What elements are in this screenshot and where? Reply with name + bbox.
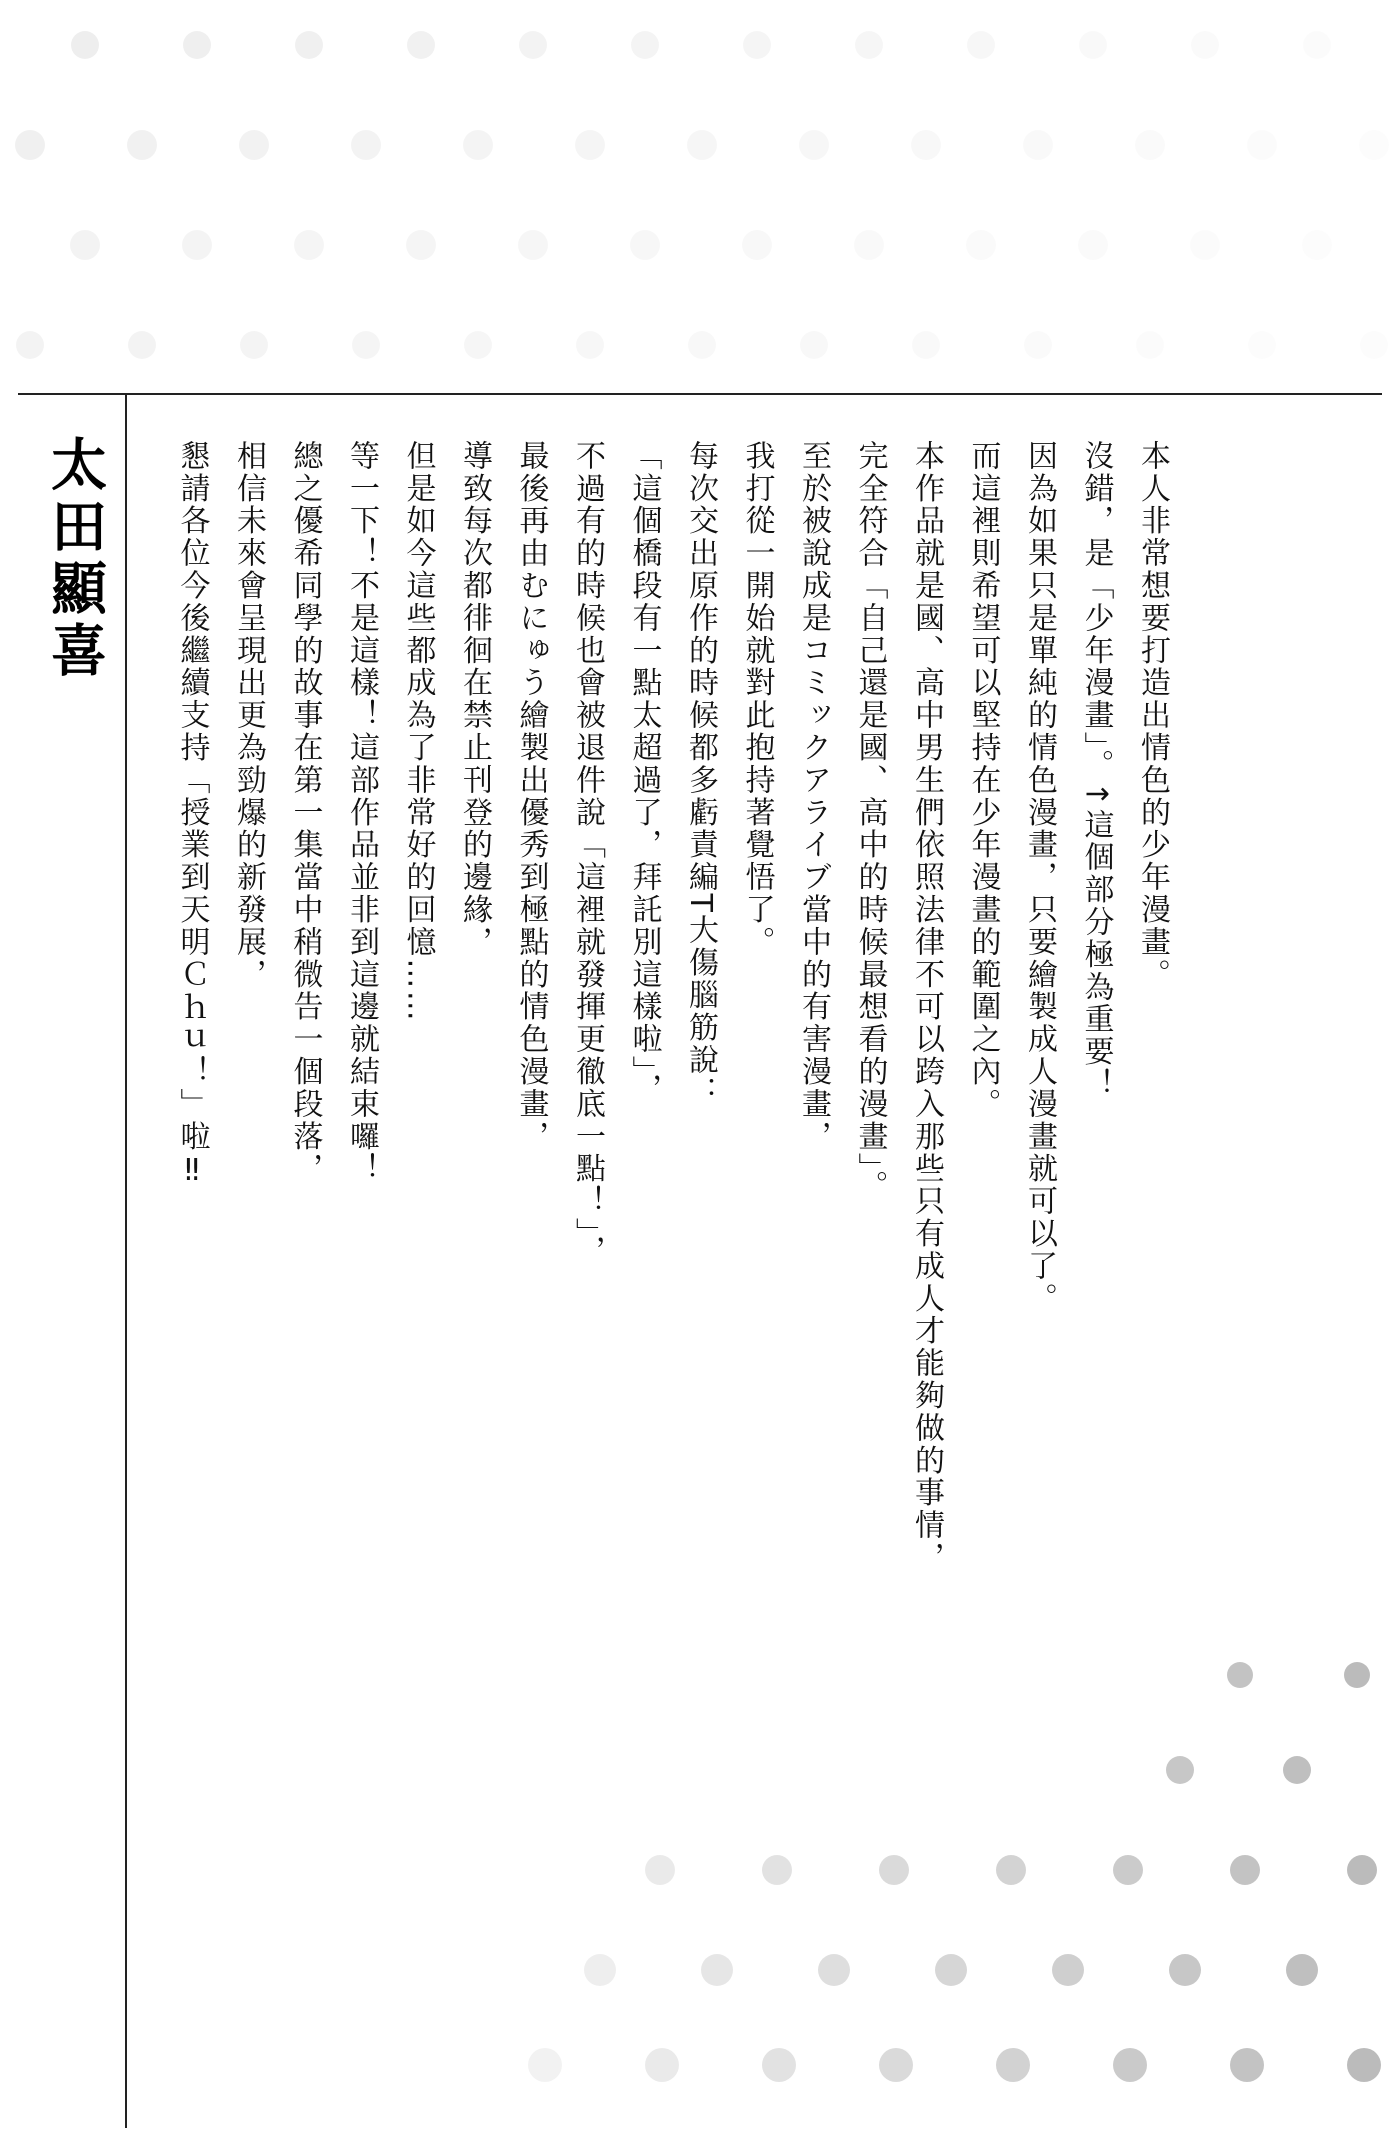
text-line: 總之優希同學的故事在第一集當中稍微告一個段落，	[287, 440, 323, 1186]
text-line: 但是如今這些都成為了非常好的回憶……	[400, 440, 436, 1024]
halftone-dot	[743, 31, 771, 59]
halftone-dot	[463, 130, 493, 160]
halftone-dot	[1360, 331, 1388, 359]
text-line: 而這裡則希望可以堅持在少年漫畫的範圍之內。	[965, 440, 1001, 1121]
text-line: 完全符合「自己還是國、高中的時候最想看的漫畫」。	[852, 440, 888, 1203]
halftone-dot	[911, 130, 941, 160]
halftone-dot	[1135, 130, 1165, 160]
halftone-dot	[854, 230, 884, 260]
halftone-dot	[1078, 230, 1108, 260]
halftone-dot	[294, 230, 324, 260]
halftone-dot	[295, 31, 323, 59]
halftone-dot	[1052, 1954, 1084, 1986]
halftone-dot	[584, 1954, 616, 1986]
halftone-dot	[742, 230, 772, 260]
text-line: 導致每次都徘徊在禁止刊登的邊緣，	[457, 440, 492, 959]
halftone-dot	[406, 230, 436, 260]
halftone-dot	[1230, 2048, 1264, 2082]
halftone-dot	[239, 130, 269, 160]
horizontal-divider	[18, 393, 1382, 395]
halftone-dot	[630, 230, 660, 260]
halftone-dot	[935, 1954, 967, 1986]
halftone-dot	[352, 331, 380, 359]
halftone-dot	[15, 130, 45, 160]
halftone-dot	[701, 1954, 733, 1986]
halftone-dot	[1136, 331, 1164, 359]
halftone-dot	[528, 2048, 562, 2082]
halftone-dot	[16, 331, 44, 359]
halftone-dot	[407, 31, 435, 59]
halftone-dot	[1359, 130, 1389, 160]
halftone-dot	[818, 1954, 850, 1986]
text-line: 不過有的時候也會被退件說「這裡就發揮更徹底一點！」，	[570, 440, 605, 1268]
text-line: 本人非常想要打造出情色的少年漫畫。	[1135, 440, 1170, 991]
halftone-dot	[1347, 1855, 1377, 1885]
halftone-dot	[1247, 130, 1277, 160]
halftone-dot	[1302, 230, 1332, 260]
halftone-dot	[518, 230, 548, 260]
halftone-dot	[127, 130, 157, 160]
halftone-dot	[1248, 331, 1276, 359]
halftone-dot	[576, 331, 604, 359]
halftone-dot	[688, 331, 716, 359]
halftone-dot	[966, 230, 996, 260]
text-line: 沒錯，是「少年漫畫」。↑這個部分極為重要！	[1078, 440, 1114, 1101]
afterword-text	[163, 440, 1180, 1940]
halftone-dot	[1023, 130, 1053, 160]
halftone-dot	[240, 331, 268, 359]
text-line: 相信未來會呈現出更為勁爆的新發展，	[231, 440, 266, 991]
text-line: 因為如果只是單純的情色漫畫，只要繪製成人漫畫就可以了。	[1022, 440, 1057, 1315]
halftone-dot	[1079, 31, 1107, 59]
text-line: 「這個橋段有一點太超過了，拜託別這樣啦」，	[626, 440, 662, 1106]
halftone-dot	[575, 130, 605, 160]
halftone-dot	[1169, 1954, 1201, 1986]
text-line: 我打從一開始就對此抱持著覺悟了。	[739, 440, 775, 959]
halftone-dot	[464, 331, 492, 359]
halftone-dot	[1024, 331, 1052, 359]
vertical-divider	[125, 393, 127, 2128]
text-line: 本作品就是國、高中男生們依照法律不可以跨入那些只有成人才能夠做的事情，	[909, 440, 944, 1574]
halftone-dot	[1190, 230, 1220, 260]
halftone-dot	[1286, 1954, 1318, 1986]
halftone-dot	[967, 31, 995, 59]
halftone-dot	[519, 31, 547, 59]
halftone-dot	[912, 331, 940, 359]
text-line: 等一下！不是這樣！這部作品並非到這邊就結束囉！	[344, 440, 379, 1186]
halftone-dot	[687, 130, 717, 160]
halftone-dot	[182, 230, 212, 260]
halftone-dot	[879, 2048, 913, 2082]
halftone-dot	[762, 2048, 796, 2082]
halftone-dot	[1344, 1662, 1370, 1688]
halftone-dot	[855, 31, 883, 59]
halftone-dot	[996, 2048, 1030, 2082]
halftone-dot	[71, 31, 99, 59]
halftone-dot	[183, 31, 211, 59]
text-line: 懇請各位今後繼續支持「授業到天明Ｃｈｕ！」啦‼	[174, 440, 210, 1191]
halftone-dot	[1227, 1662, 1253, 1688]
halftone-dot	[1283, 1756, 1311, 1784]
halftone-dot	[631, 31, 659, 59]
halftone-dot	[1191, 31, 1219, 59]
halftone-dot	[800, 331, 828, 359]
halftone-dot	[1113, 2048, 1147, 2082]
halftone-dot	[351, 130, 381, 160]
halftone-dot	[1347, 2048, 1381, 2082]
halftone-dot	[645, 2048, 679, 2082]
text-line: 至於被說成是コミックアライブ當中的有害漫畫，	[796, 440, 831, 1153]
halftone-dot	[128, 331, 156, 359]
author-name: 太田顯喜	[42, 435, 107, 683]
halftone-dot	[1303, 31, 1331, 59]
text-line: 每次交出原作的時候都多虧責編T大傷腦筋說：	[683, 440, 718, 1109]
halftone-dot	[1230, 1855, 1260, 1885]
halftone-dot	[70, 230, 100, 260]
halftone-dot	[799, 130, 829, 160]
text-line: 最後再由むにゅう繪製出優秀到極點的情色漫畫，	[513, 440, 549, 1153]
